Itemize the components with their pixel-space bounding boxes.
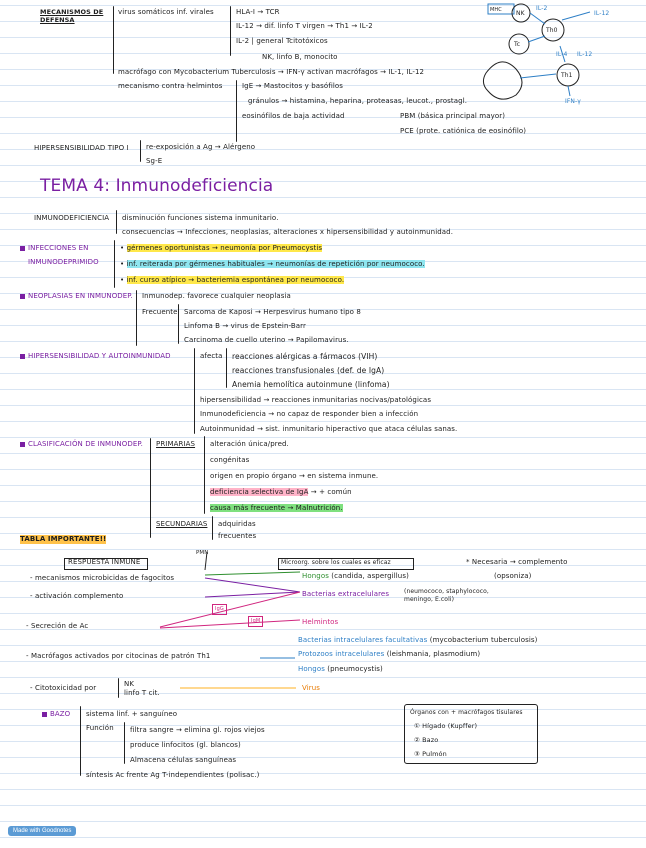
neoplasias-line2: Sarcoma de Kaposi → Herpesvirus humano tipo 8 — [184, 308, 361, 316]
bullet — [20, 442, 25, 447]
tabla-virus: Virus — [302, 684, 321, 692]
hiper-line1: reacciones alérgicas a fármacos (VIH) — [232, 352, 378, 361]
arrow-pink — [160, 620, 300, 628]
hiper-line2: reacciones transfusionales (def. de IgA) — [232, 366, 385, 375]
bazo-heading — [42, 710, 70, 719]
clasif-p4: deficiencia selectiva de IgA — [210, 488, 309, 496]
diagram-th0-label: Th0 — [546, 27, 558, 34]
organos-b3: ③ Pulmón — [414, 750, 447, 758]
infecciones-line3: • inf. curso atípico → bacteriemia espontánea por neumococo. — [120, 276, 345, 284]
tabla-hongos1: Hongos — [302, 572, 329, 580]
neoplasias-heading — [20, 292, 133, 301]
helmintos-line: mecanismo contra helmintos — [118, 82, 223, 90]
mecanismos-defensa-heading: MECANISMOS DE DEFENSA — [40, 8, 104, 24]
arrow-green — [205, 572, 300, 575]
diagram-il12b-label: IL-12 — [577, 51, 593, 58]
brace — [80, 706, 81, 776]
pbm-line: PBM (básica principal mayor) — [400, 112, 506, 120]
clasif-p2: congénitas — [210, 456, 250, 464]
diagram-il4-label: IL-4 — [556, 51, 568, 58]
tabla-r2: - activación complemento — [30, 592, 124, 600]
clasif-secundarias: SECUNDARIAS — [156, 520, 208, 528]
hla-line: HLA-I → TCR — [236, 8, 280, 16]
il12-line: IL-12 → dif. linfo T virgen → Th1 → IL-2 — [236, 22, 373, 30]
arrow — [520, 74, 556, 78]
hiper-line6: Autoinmunidad → sist. inmunitario hiperactivo que ataca células sanas. — [200, 425, 458, 433]
il2-line: IL-2 | general Tcitotóxicos — [236, 37, 328, 45]
tabla-bintra: Bacterias intracelulares facultativas — [298, 636, 428, 644]
hiper-label: HIPERSENSIBILIDAD Y AUTOINMUNIDAD — [28, 352, 171, 360]
eosinofilos-line: eosinófilos de baja actividad — [242, 112, 345, 120]
inmunodef-line1: disminución funciones sistema inmunitario. — [122, 214, 279, 222]
bazo-funcion: Función — [86, 724, 114, 732]
arrow-purple — [205, 578, 300, 592]
tabla-r5-text: Citotoxicidad por — [34, 684, 97, 692]
infecciones-label1: INFECCIONES EN — [28, 244, 89, 252]
infecciones-heading-2: INMUNODEPRIMIDO — [28, 258, 99, 266]
diagram-ifn-label: IFN-γ — [565, 98, 581, 105]
tabla-helmintos: Helmintos — [302, 618, 339, 626]
tabla-r5a: NK — [124, 680, 135, 688]
macrofago-line: macrófago con Mycobacterium Tuberculosis → IFN-γ activan macrófagos → IL-1, IL-12 — [118, 68, 425, 76]
bazo-f2: produce linfocitos (gl. blancos) — [130, 741, 241, 749]
nk-line: NK, linfo B, monocito — [262, 53, 338, 61]
neoplasias-label: NEOPLASIAS EN INMUNODEP. — [28, 292, 133, 300]
diagram-il12-label: IL-12 — [594, 10, 610, 17]
infecciones-line2: • inf. reiterada por gérmenes habituales → neumonías de repetición por neumococo. — [120, 260, 425, 268]
clasif-label: CLASIFICACIÓN DE INMUNODEP. — [28, 440, 143, 448]
clasif-p3: origen en propio órgano → en sistema inmune. — [210, 472, 379, 480]
tabla-hongos2-line — [298, 665, 383, 674]
infecciones-l2-text: inf. reiterada por gérmenes habituales → neumonías de repetición por neumococo. — [126, 260, 425, 268]
brace — [114, 240, 115, 288]
tabla-col1: RESPUESTA INMUNE — [68, 558, 141, 566]
tabla-bact-line — [302, 590, 389, 599]
arrow — [528, 36, 545, 42]
inmunodef-heading: INMUNODEFICIENCIA — [34, 214, 110, 222]
clasif-primarias: PRIMARIAS — [156, 440, 196, 448]
diagram-il2-label: IL-2 — [536, 5, 548, 12]
tabla-protozoosb: (leishmania, plasmodium) — [386, 650, 481, 658]
tabla-protozoos: Protozoos intracelulares — [298, 650, 385, 658]
clasif-p1: alteración única/pred. — [210, 440, 289, 448]
bullet — [20, 294, 25, 299]
organos-title: Órganos con + macrófagos tisulares — [410, 709, 523, 716]
neoplasias-line4: Carcinoma de cuello uterino → Papilomavirus. — [184, 336, 349, 344]
reexposicion-line: re-exposición a Ag → Alérgeno — [146, 143, 256, 151]
bazo-label: BAZO — [50, 710, 71, 718]
bullet — [20, 354, 25, 359]
hiper-afecta: afecta — [200, 352, 223, 360]
brace — [226, 348, 227, 388]
diagram-tc-label: Tc — [514, 41, 521, 48]
clasif-p5: causa más frecuente → Malnutrición. — [210, 504, 343, 512]
arrow — [562, 12, 590, 20]
infecciones-l3-text: inf. curso atípico → bacteriemia espontánea por neumococo. — [126, 276, 345, 284]
brace — [204, 436, 205, 514]
sige-line: Sg-E — [146, 157, 163, 165]
infecciones-line1: • gérmenes oportunistas → neumonía por Pneumocystis — [120, 244, 323, 252]
tabla-bintrab: (mycobacterium tuberculosis) — [429, 636, 538, 644]
clasif-heading — [20, 440, 143, 449]
tabla-r3-text: Secreción de Ac — [30, 622, 89, 630]
diagram-nk-label: NK — [516, 10, 525, 17]
bazo-l2: síntesis Ac frente Ag T-independientes (polisac.) — [86, 771, 260, 779]
infecciones-heading-1 — [20, 244, 89, 253]
clasif-s2: frecuentes — [218, 532, 257, 540]
bazo-f3: Almacena células sanguíneas — [130, 756, 237, 764]
tabla-r3: - Secreción de Ac — [26, 622, 89, 630]
infecciones-l1-text: gérmenes oportunistas → neumonía por Pneumocystis — [126, 244, 323, 252]
macrophage-shape — [483, 62, 522, 99]
brace — [118, 678, 119, 698]
tabla-igg: IgG — [212, 604, 227, 615]
tabla-r5b: linfo T cit. — [124, 689, 160, 697]
tabla-r4: - Macrófagos activados por citocinas de patrón Th1 — [26, 652, 211, 660]
hiper1-heading: HIPERSENSIBILIDAD TIPO I — [34, 144, 129, 152]
inmunodef-line2: consecuencias → Infecciones, neoplasias, alteraciones x hipersensibilidad y autoinmunidad. — [122, 228, 454, 236]
tabla-r5: - Citotoxicidad por — [30, 684, 97, 692]
arrow — [568, 86, 570, 96]
tabla-col2: Microorg. sobre los cuales es eficaz — [281, 559, 391, 566]
tabla-igm: IgM — [248, 616, 263, 627]
arrow-purple — [205, 592, 300, 597]
bullet — [42, 712, 47, 717]
tabla-r4-text: Macrófagos activados por citocinas de patrón Th1 — [30, 652, 211, 660]
hiper-line5: Inmunodeficiencia → no capaz de responder bien a infección — [200, 410, 419, 418]
tabla-r1: - mecanismos microbicidas de fagocitos — [30, 574, 175, 582]
clasif-p4-line: deficiencia selectiva de IgA → + común — [210, 488, 352, 496]
clasif-p4b: + común — [319, 488, 352, 496]
tabla-bactb: (neumococo, staphylococo, meningo, E.coli) — [404, 588, 489, 603]
organos-b1: ① Hígado (Kupffer) — [414, 722, 478, 730]
ige-line: IgE → Mastocitos y basófilos — [242, 82, 344, 90]
virus-line: virus somáticos inf. virales — [118, 8, 214, 16]
goodnotes-badge: Made with Goodnotes — [8, 826, 76, 836]
bazo-f1: filtra sangre → elimina gl. rojos viejos — [130, 726, 265, 734]
bazo-l1: sistema linf. + sanguíneo — [86, 710, 178, 718]
brace — [136, 290, 137, 346]
brace — [194, 348, 195, 434]
tema-title: TEMA 4: Inmunodeficiencia — [40, 176, 274, 196]
organos-b2: ② Bazo — [414, 736, 439, 744]
tabla-pmn: PMN — [196, 550, 209, 556]
tabla-protozoos-line — [298, 650, 480, 659]
diagram-mhc-label: MHC — [490, 7, 502, 13]
tabla-hongos2: Hongos — [298, 665, 325, 673]
tabla-hongos1b: (candida, aspergillus) — [331, 572, 409, 580]
clasif-s1: adquiridas — [218, 520, 256, 528]
brace — [178, 304, 179, 344]
tabla-note2: (opsoniza) — [494, 572, 532, 580]
neoplasias-line1: Inmunodep. favorece cualquier neoplasia — [142, 292, 291, 300]
tabla-bintra-line — [298, 636, 537, 645]
neoplasias-line3: Linfoma B → virus de Epstein-Barr — [184, 322, 306, 330]
arrow-pink — [160, 592, 300, 627]
hiper-line3: Anemia hemolítica autoinmune (linfoma) — [232, 380, 390, 389]
arrow — [530, 13, 545, 24]
tabla-hongos1-line — [302, 572, 409, 581]
brace — [124, 722, 125, 764]
hiper-heading — [20, 352, 171, 361]
neoplasias-frecuente: Frecuente — [142, 308, 178, 316]
brace — [116, 210, 117, 234]
brace — [150, 438, 151, 538]
tabla-hongos2b: (pneumocystis) — [327, 665, 383, 673]
tabla-r1-text: mecanismos microbicidas de fagocitos — [34, 574, 175, 582]
diagram-th1-label: Th1 — [561, 72, 573, 79]
tabla-title: TABLA IMPORTANTE!! — [20, 535, 107, 543]
tabla-r2-text: activación complemento — [34, 592, 124, 600]
tabla-note: * Necesaria → complemento — [466, 558, 568, 566]
bullet — [20, 246, 25, 251]
clasif-p5-line — [210, 504, 343, 513]
granulos-line: gránulos → histamina, heparina, proteasas, leucot., prostagl. — [248, 97, 468, 105]
brace — [212, 516, 213, 540]
tabla-bact: Bacterias extracelulares — [302, 590, 390, 598]
hiper-line4: hipersensibilidad → reacciones inmunitarias nocivas/patológicas — [200, 396, 432, 404]
pce-line: PCE (prote. catiónica de eosinófilo) — [400, 127, 527, 135]
